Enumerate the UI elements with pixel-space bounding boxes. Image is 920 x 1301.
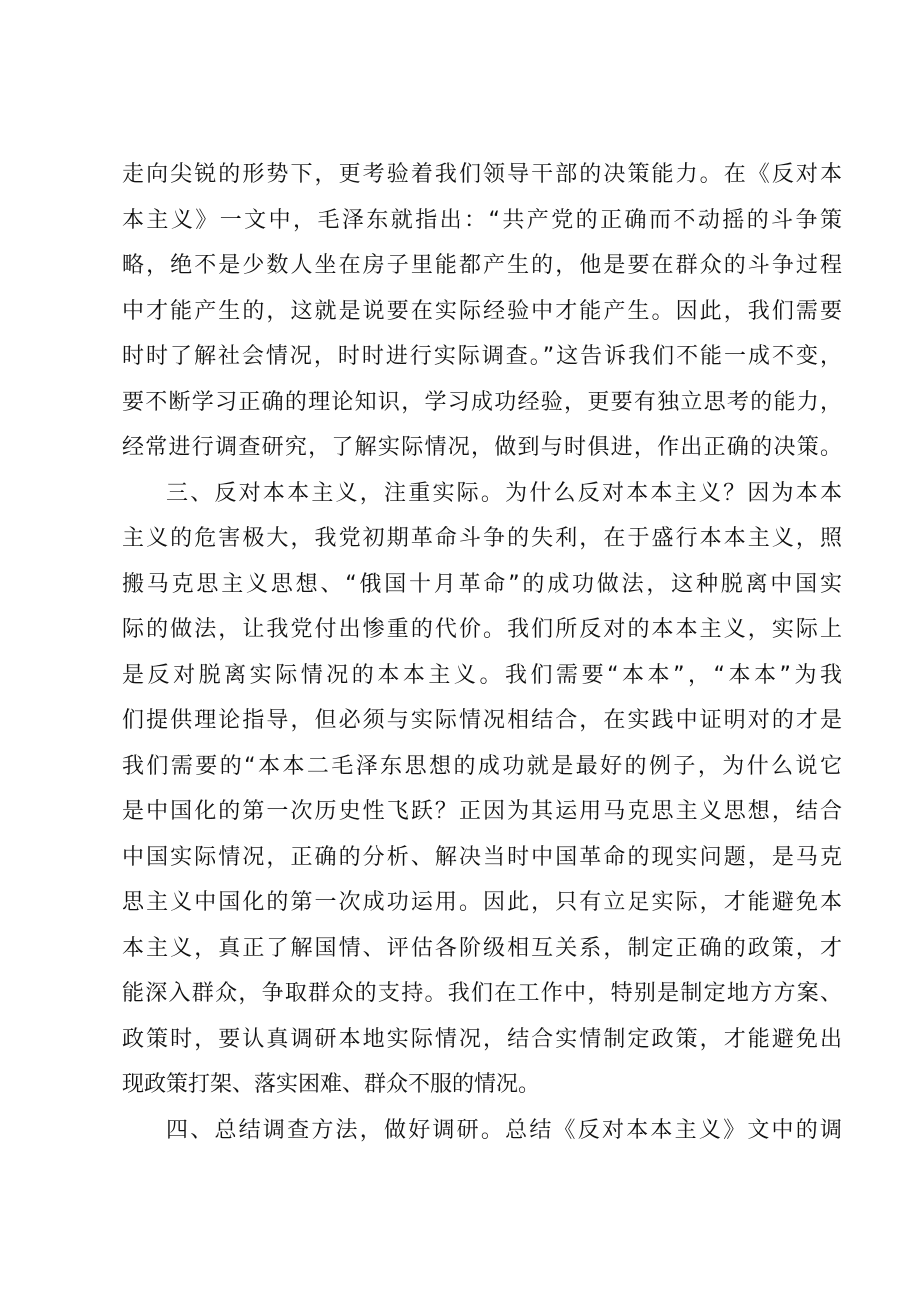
section-three-heading-line: 三、反对本本主义，注重实际。为什么反对本本主义？因为本本 — [166, 480, 842, 506]
paragraph-line: 中国实际情况，正确的分析、解决当时中国革命的现实问题，是马克 — [122, 844, 842, 870]
paragraph-line: 现政策打架、落实困难、群众不服的情况。 — [122, 1072, 541, 1097]
paragraph-line: 略，绝不是少数人坐在房子里能都产生的，他是要在群众的斗争过程 — [122, 253, 842, 278]
paragraph-line: 是反对脱离实际情况的本本主义。我们需要“本本”，“本本”为我 — [122, 662, 842, 688]
paragraph-line: 际的做法，让我党付出惨重的代价。我们所反对的本本主义，实际上 — [122, 617, 842, 642]
paragraph-line: 中才能产生的，这就是说要在实际经验中才能产生。因此，我们需要 — [122, 298, 842, 324]
paragraph-line: 们提供理论指导，但必须与实际情况相结合，在实践中证明对的才是 — [122, 708, 842, 733]
paragraph-line: 我们需要的“本本二毛泽东思想的成功就是最好的例子，为什么说它 — [122, 753, 842, 779]
paragraph-line: 思主义中国化的第一次成功运用。因此，只有立足实际，才能避免本 — [122, 890, 842, 915]
paragraph-3 — [122, 1108, 842, 1154]
paragraph-line: 主义的危害极大，我党初期革命斗争的失利，在于盛行本本主义，照 — [122, 526, 842, 551]
section-four-heading-line: 四、总结调查方法，做好调研。总结《反对本本主义》文中的调 — [166, 1117, 842, 1143]
paragraph-line: 本主义》一文中，毛泽东就指出：“共产党的正确而不动摇的斗争策 — [122, 207, 842, 233]
paragraph-line: 要不断学习正确的理论知识，学习成功经验，更要有独立思考的能力， — [122, 389, 842, 415]
paragraph-1 — [122, 152, 842, 471]
paragraph-line: 搬马克思主义思想、“俄国十月革命”的成功做法，这种脱离中国实 — [122, 571, 842, 597]
paragraph-line: 是中国化的第一次历史性飞跃？正因为其运用马克思主义思想，结合 — [122, 799, 842, 824]
paragraph-line: 走向尖锐的形势下，更考验着我们领导干部的决策能力。在《反对本 — [122, 162, 842, 187]
document-body — [122, 152, 842, 1153]
paragraph-line: 经常进行调查研究，了解实际情况，做到与时俱进，作出正确的决策。 — [122, 435, 842, 460]
paragraph-2 — [122, 471, 842, 1108]
paragraph-line: 时时了解社会情况，时时进行实际调查。”这告诉我们不能一成不变， — [122, 344, 842, 369]
paragraph-line: 政策时，要认真调研本地实际情况，结合实情制定政策，才能避免出 — [122, 1026, 842, 1052]
paragraph-line: 能深入群众，争取群众的支持。我们在工作中，特别是制定地方方案、 — [122, 981, 842, 1006]
paragraph-line: 本主义，真正了解国情、评估各阶级相互关系，制定正确的政策，才 — [122, 935, 842, 961]
